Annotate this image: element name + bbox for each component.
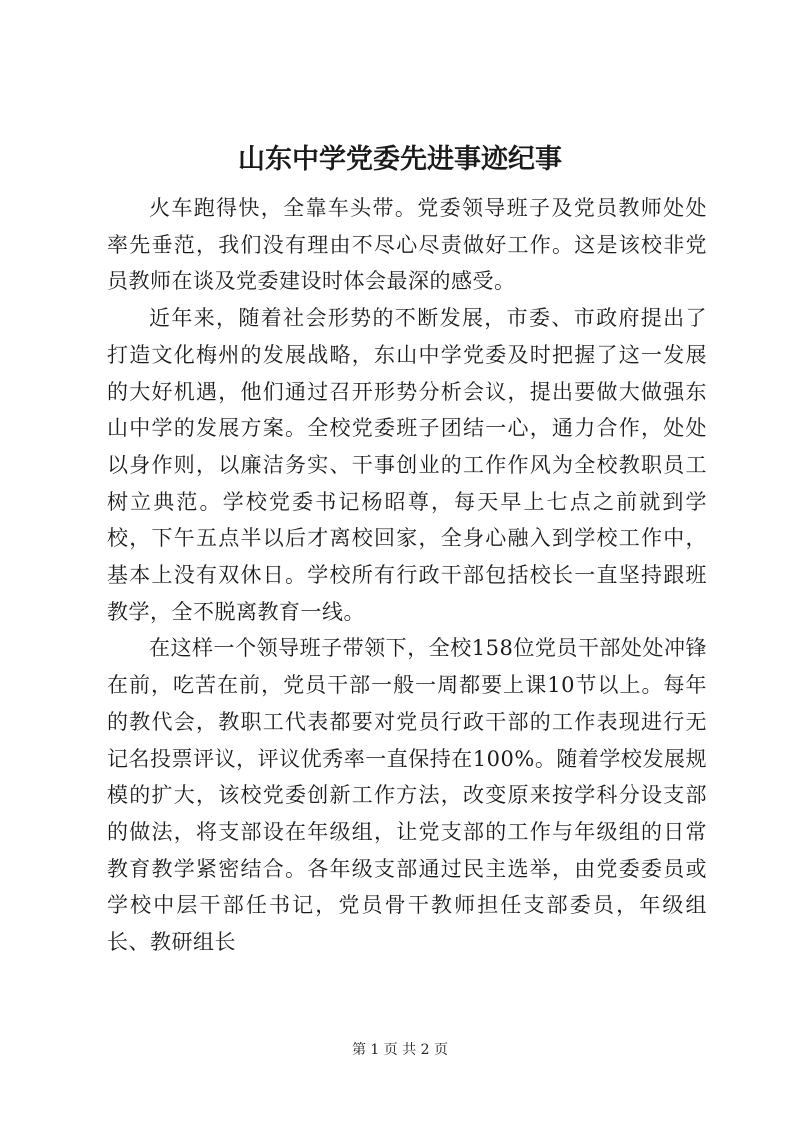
page-number-footer: 第 1 页 共 2 页 — [351, 1042, 449, 1058]
document-body — [107, 190, 707, 961]
document-title: 山东中学党委先进事迹纪事 — [238, 144, 562, 175]
paragraph-2: 近年来，随着社会形势的不断发展，市委、市政府提出了打造文化梅州的发展战略，东山中学党委及时把握了这一发展的大好机遇，他们通过召开形势分析会议，提出要做大做强东山中学的发展方案。全校党委班子团结一心，通力合作，处处以身作则，以廉洁务实、干事创业的工作作风为全校教职员工树立典范。学校党委书记杨昭尊，每天早上七点之前就到学校，下午五点半以后才离校回家，全身心融入到学校工作中，基本上没有双休日。学校所有行政干部包括校长一直坚持跟班教学，全不脱离教育一线。 — [107, 306, 707, 624]
paragraph-3: 在这样一个领导班子带领下，全校158位党员干部处处冲锋在前，吃苦在前，党员干部一般一周都要上课10节以上。每年的教代会，教职工代表都要对党员行政干部的工作表现进行无记名投票评议，评议优秀率一直保持在100%。随着学校发展规模的扩大，该校党委创新工作方法，改变原来按学科分设支部的做法，将支部设在年级组，让党支部的工作与年级组的日常教育教学紧密结合。各年级支部通过民主选举，由党委委员或学校中层干部任书记，党员骨干教师担任支部委员，年级组长、教研组长 — [107, 636, 707, 955]
paragraph-1: 火车跑得快，全靠车头带。党委领导班子及党员教师处处率先垂范，我们没有理由不尽心尽责做好工作。这是该校非党员教师在谈及党委建设时体会最深的感受。 — [107, 196, 707, 294]
